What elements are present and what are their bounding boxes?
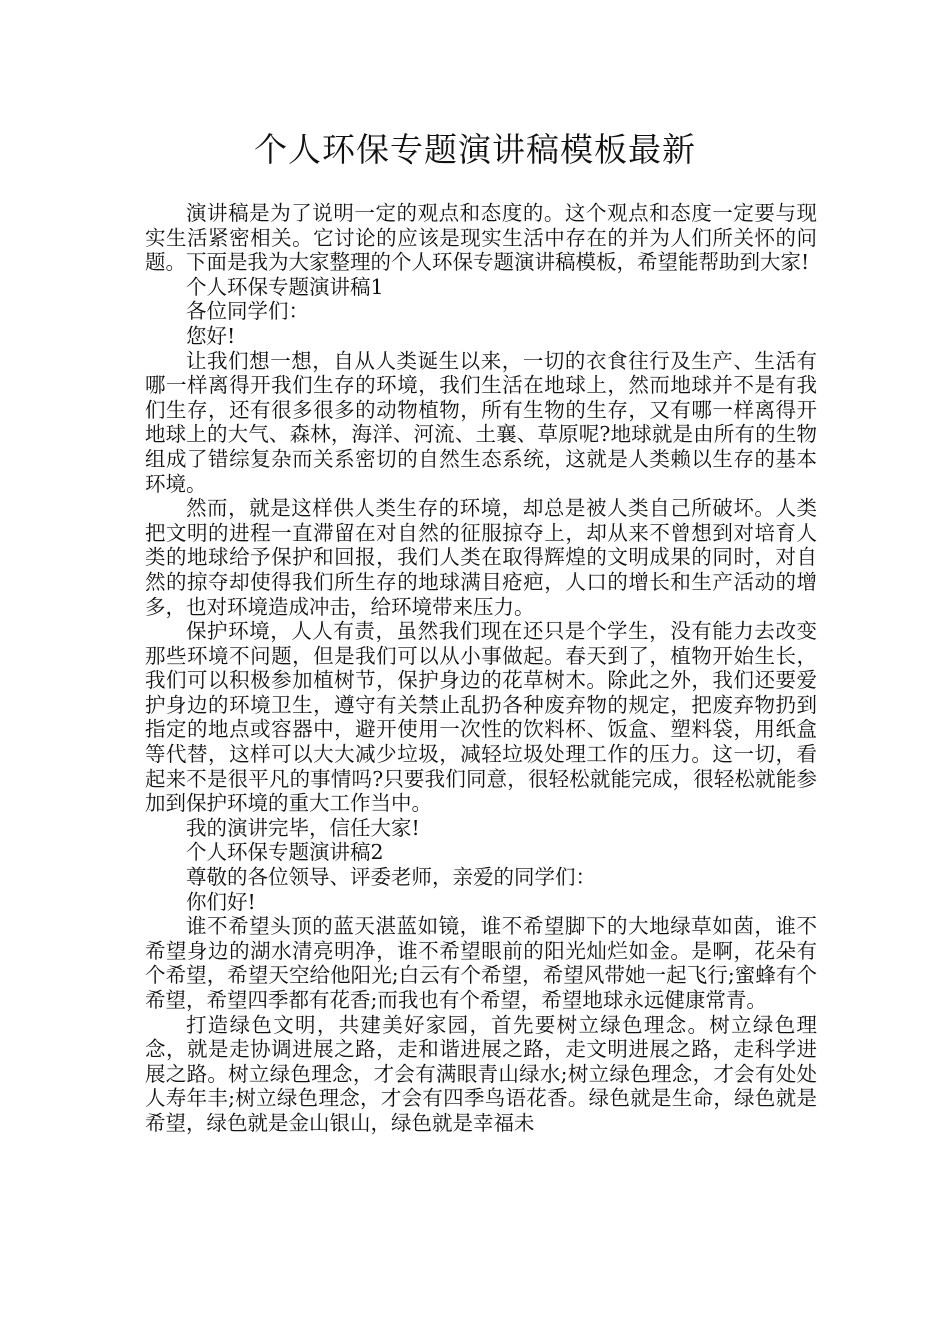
speech-1-heading: 个人环保专题演讲稿1 — [186, 274, 384, 299]
document-title: 个人环保专题演讲稿模板最新 — [254, 130, 696, 169]
speech-1-closing: 我的演讲完毕，信任大家! — [186, 815, 420, 840]
paragraph: 打造绿色文明，共建美好家园，首先要树立绿色理念。树立绿色理念，就是走协调进展之路，走和谐进展之路，走文明进展之路，走科学进展之路。树立绿色理念，才会有满眼青山绿水;树立绿色理念，才会有处处人寿年丰;树立绿色理念，才会有四季鸟语花香。绿色就是生命，绿色就是希望，绿色就是金山银山，绿色就是幸福未 — [145, 1012, 817, 1135]
paragraph-intro: 演讲稿是为了说明一定的观点和态度的。这个观点和态度一定要与现实生活紧密相关。它讨论的应该是现实生活中存在的并为人们所关怀的问题。下面是我为大家整理的个人环保专题演讲稿模板，希望能帮助到大家! — [145, 201, 817, 275]
document-body — [145, 201, 817, 1136]
paragraph: 保护环境，人人有责，虽然我们现在还只是个学生，没有能力去改变那些环境不问题，但是我们可以从小事做起。春天到了，植物开始生长，我们可以积极参加植树节，保护身边的花草树木。除此之外，我们还要爱护身边的环境卫生，遵守有关禁止乱扔各种废弃物的规定，把废弃物扔到指定的地点或容器中，避开使用一次性的饮料杯、饭盒、塑料袋，用纸盒等代替，这样可以大大减少垃圾，减轻垃圾处理工作的压力。这一切，看起来不是很平凡的事情吗?只要我们同意，很轻松就能完成，很轻松就能参加到保护环境的重大工作当中。 — [145, 619, 817, 816]
paragraph: 谁不希望头顶的蓝天湛蓝如镜，谁不希望脚下的大地绿草如茵，谁不希望身边的湖水清亮明净，谁不希望眼前的阳光灿烂如金。是啊，花朵有个希望，希望天空给他阳光;白云有个希望，希望风带她一起飞行;蜜蜂有个希望，希望四季都有花香;而我也有个希望，希望地球永远健康常青。 — [145, 914, 817, 1012]
speech-2-heading: 个人环保专题演讲稿2 — [186, 840, 384, 865]
speech-1-salutation: 各位同学们： — [186, 299, 309, 324]
speech-1-greeting: 您好! — [186, 323, 236, 348]
speech-2-salutation: 尊敬的各位领导、评委老师，亲爱的同学们： — [186, 865, 596, 890]
paragraph: 让我们想一想，自从人类诞生以来，一切的衣食往行及生产、生活有哪一样离得开我们生存的环境，我们生活在地球上，然而地球并不是有我们生存，还有很多很多的动物植物，所有生物的生存，又有哪一样离得开地球上的大气、森林，海洋、河流、土襄、草原呢?地球就是由所有的生物组成了错综复杂而关系密切的自然生态系统，这就是人类赖以生存的基本环境。 — [145, 348, 817, 496]
paragraph: 然而，就是这样供人类生存的环境，却总是被人类自己所破坏。人类把文明的进程一直滞留在对自然的征服掠夺上，却从来不曾想到对培育人类的地球给予保护和回报，我们人类在取得辉煌的文明成果的同时，对自然的掠夺却使得我们所生存的地球满目疮疤，人口的增长和生产活动的增多，也对环境造成冲击，给环境带来压力。 — [145, 496, 817, 619]
speech-2-greeting: 你们好! — [186, 889, 256, 914]
